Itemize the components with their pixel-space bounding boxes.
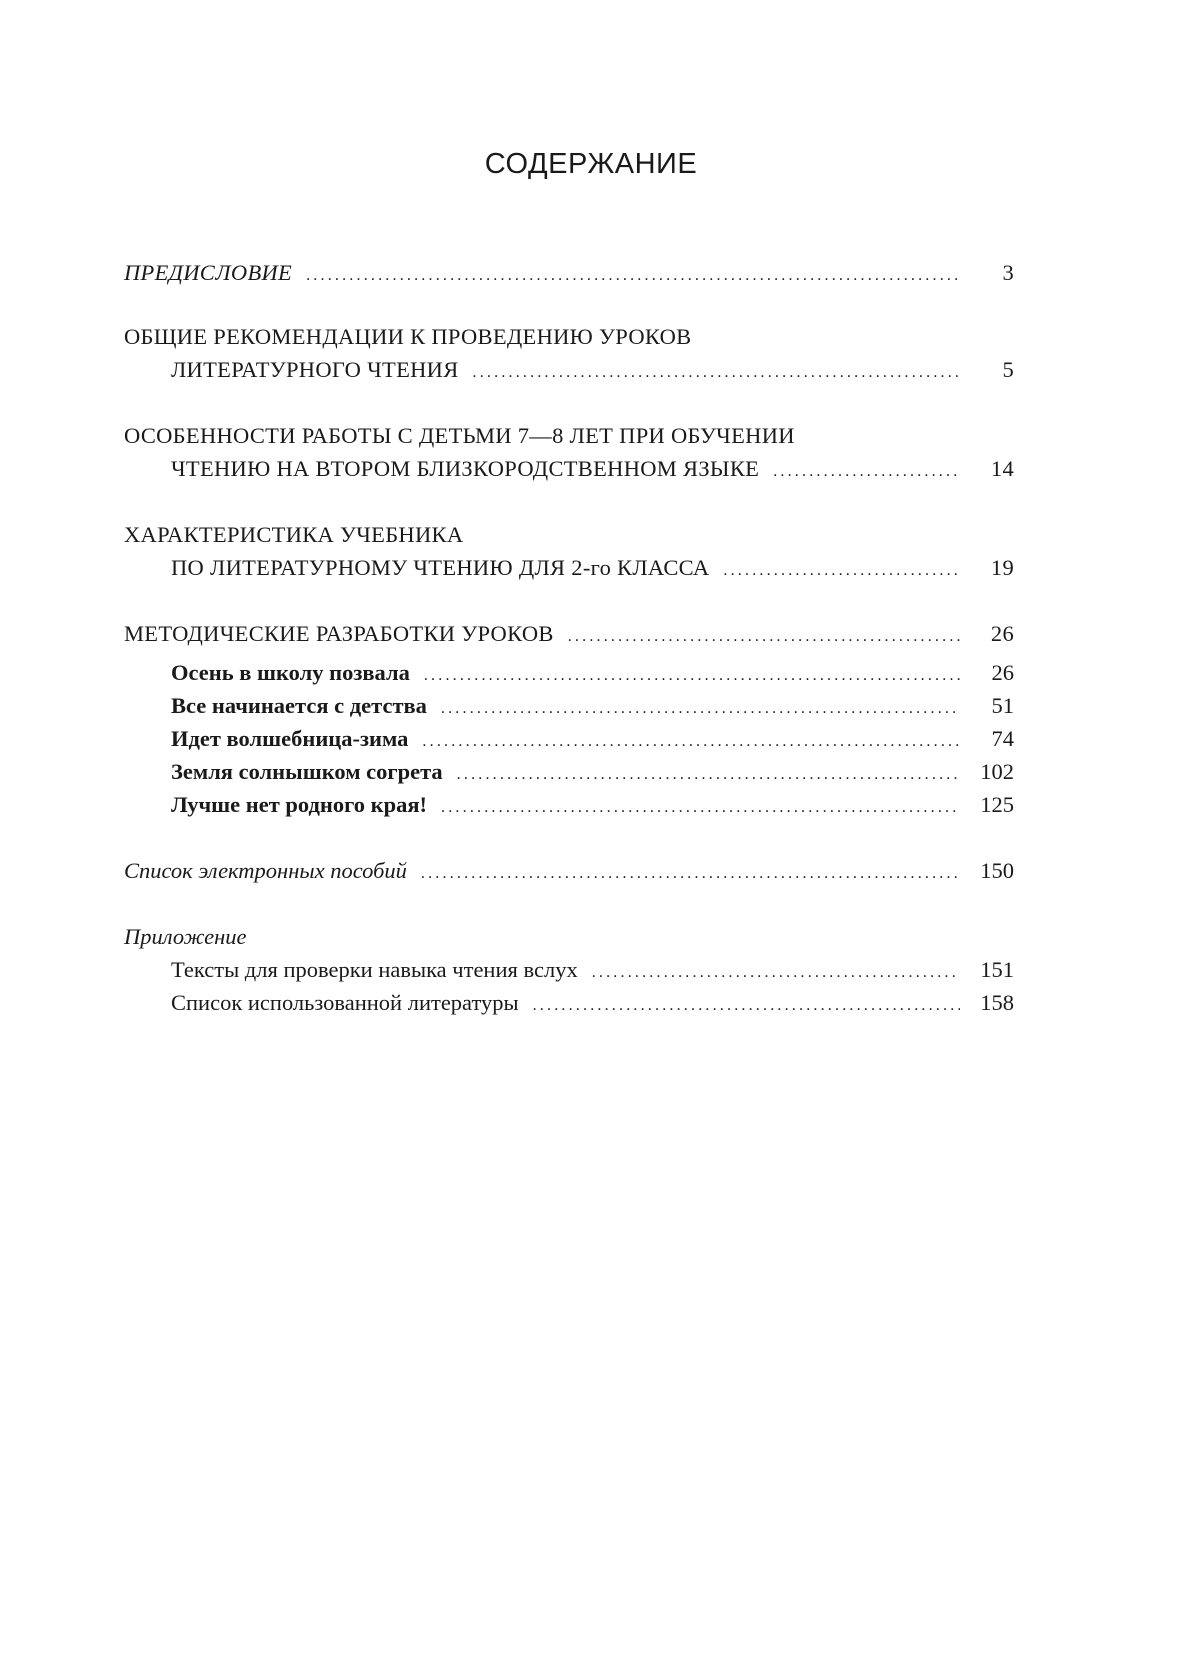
toc-subentry-title: Осень в школу позвала	[171, 660, 410, 685]
toc-entry-title-line1: ХАРАКТЕРИСТИКА УЧЕБНИКА	[124, 522, 464, 547]
dot-leader	[723, 554, 960, 588]
toc-subentry-lesson[interactable]	[171, 722, 1014, 756]
toc-page-number: 151	[980, 957, 1014, 982]
toc-entry-title: ПРЕДИСЛОВИЕ	[124, 260, 293, 285]
toc-subentry-title: Все начинается с детства	[171, 693, 427, 718]
toc-entry-general-recommendations[interactable]	[171, 353, 1014, 387]
toc-page-number: 26	[990, 621, 1014, 646]
dot-leader	[422, 725, 960, 759]
toc-page-number: 14	[990, 456, 1014, 481]
toc-entry-textbook-description[interactable]	[171, 551, 1014, 585]
toc-subentry-lesson[interactable]	[171, 656, 1014, 690]
toc-subentry-title: Земля солнышком согрета	[171, 759, 443, 784]
toc-appendix-item-title: Тексты для проверки навыка чтения вслух	[171, 957, 578, 982]
toc-page-number: 102	[980, 759, 1014, 784]
toc-appendix-item[interactable]	[171, 986, 1014, 1020]
toc-subentry-lesson[interactable]	[171, 755, 1014, 789]
toc-entry-title: МЕТОДИЧЕСКИЕ РАЗРАБОТКИ УРОКОВ	[124, 621, 554, 646]
toc-page-number: 74	[991, 726, 1014, 751]
dot-leader	[533, 989, 960, 1023]
toc-appendix-item[interactable]	[171, 953, 1014, 987]
dot-leader	[441, 692, 960, 726]
toc-entry-title-line1: ОБЩИЕ РЕКОМЕНДАЦИИ К ПРОВЕДЕНИЮ УРОКОВ	[124, 324, 692, 349]
toc-entry-lesson-plans[interactable]	[124, 617, 1014, 651]
dot-leader	[473, 356, 960, 390]
toc-entry-title-line2: ЛИТЕРАТУРНОГО ЧТЕНИЯ	[171, 357, 459, 382]
dot-leader	[568, 620, 960, 654]
toc-page-number: 5	[1002, 357, 1014, 382]
toc-page-number: 51	[991, 693, 1014, 718]
toc-entry-title-line1: ОСОБЕННОСТИ РАБОТЫ С ДЕТЬМИ 7—8 ЛЕТ ПРИ ОБУЧЕНИИ	[124, 423, 795, 448]
toc-appendix-item-title: Список использованной литературы	[171, 990, 519, 1015]
dot-leader	[306, 259, 960, 293]
page-title: СОДЕРЖАНИЕ	[484, 148, 698, 180]
toc-page-number: 26	[991, 660, 1014, 685]
dot-leader	[773, 455, 960, 489]
toc-page-number: 3	[1002, 260, 1014, 285]
toc-entry-preface[interactable]	[124, 256, 1014, 290]
dot-leader	[421, 857, 960, 891]
toc-subentry-lesson[interactable]	[171, 689, 1014, 723]
toc-entry-working-features[interactable]	[171, 452, 1014, 486]
toc-page-number: 150	[980, 858, 1014, 883]
toc-subentry-title: Лучше нет родного края!	[171, 792, 428, 817]
toc-appendix-heading: Приложение	[124, 924, 247, 949]
toc-entry-title-line2: ПО ЛИТЕРАТУРНОМУ ЧТЕНИЮ ДЛЯ 2-го КЛАССА	[171, 555, 710, 580]
dot-leader	[457, 758, 960, 792]
toc-entry-title: Список электронных пособий	[124, 858, 407, 883]
toc-page-number: 19	[990, 555, 1014, 580]
toc-subentry-lesson[interactable]	[171, 788, 1014, 822]
toc-page-number: 158	[980, 990, 1014, 1015]
toc-entry-title-line2: ЧТЕНИЮ НА ВТОРОМ БЛИЗКОРОДСТВЕННОМ ЯЗЫКЕ	[171, 456, 760, 481]
toc-entry-electronic-resources[interactable]	[124, 854, 1014, 888]
toc-subentry-title: Идет волшебница-зима	[171, 726, 409, 751]
toc-page-number: 125	[980, 792, 1014, 817]
dot-leader	[424, 659, 960, 693]
dot-leader	[441, 791, 960, 825]
dot-leader	[592, 956, 960, 990]
